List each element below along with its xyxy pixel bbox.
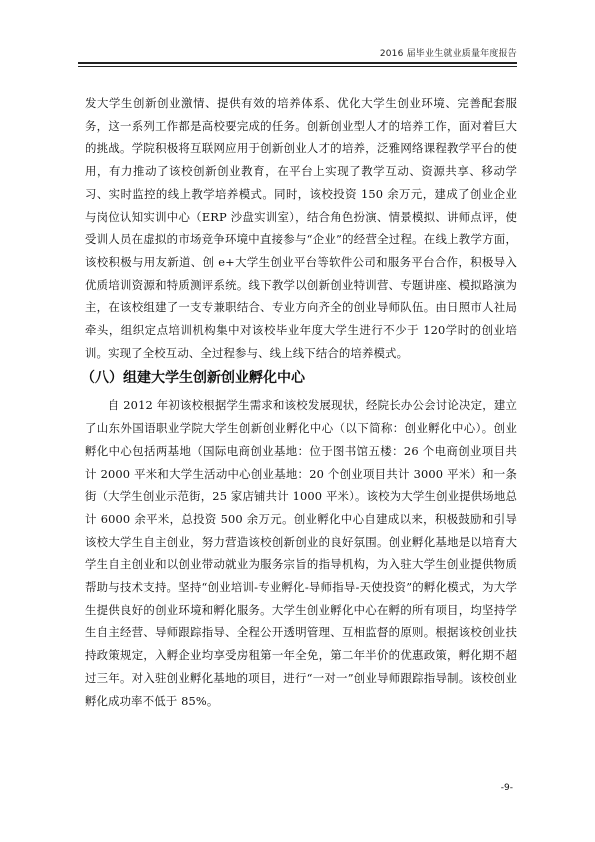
section-heading: （八）组建大学生创新创业孵化中心 [81,370,305,387]
body-paragraph-1: 发大学生创新创业激情、提供有效的培养体系、优化大学生创业环境、完善配套服务，这一系列工作都是高校要完成的任务。创新创业型人才的培养工作，面对着巨大的挑战。学院积极将互联网应用于创新创业人才的培养，泛雅网络课程教学平台的使用，有力推动了该校创新创业教育，在平台上实现了教学互动、资源共享、移动学习、实时监控的线上教学培养模式。同时，该校投资 150 余万元，建成了创业企业与岗位认知实训中心（ERP 沙盘实训室），结合角色扮演、情景模拟、讲师点评，使受训人员在虚拟的市场竞争环境中直接参与“企业”的经营全过程。在线上教学方面，该校积极与用友新道、创 e+大学生创业平台等软件公司和服务平台合作，积极导入优质培训资源和特质测评系统。线下教学以创新创业特训营、专题讲座、模拟路演为主，在该校组建了一支专兼职结合、专业方向齐全的创业导师队伍。由日照市人社局牵头，组织定点培训机构集中对该校毕业年度大学生进行不少于 120学时的创业培训。实现了全校互动、全过程参与、线上线下结合的培养模式。 [85,96,517,360]
header-rule [78,62,517,64]
body-paragraph-2: 自 2012 年初该校根据学生需求和该校发展现状，经院长办公会讨论决定，建立了山东外国语职业学院大学生创新创业孵化中心（以下简称：创业孵化中心）。创业孵化中心包括两基地（国际电商创业基地：位于图书馆五楼：26 个电商创业项目共计 2000 平米和大学生活动中心创业基地：20 个创业项目共计 3000 平米）和一条街（大学生创业示范街，25 家店铺共计 1000 平米）。该校为大学生创业提供场地总计 6000 余平米，总投资 500 余万元。创业孵化中心自建成以来，积极鼓励和引导该校大学生自主创业，努力营造该校创新创业的良好氛围。创业孵化基地是以培育大学生自主创业和以创业带动就业为服务宗旨的指导机构，为入驻大学生创业提供物质帮助与技术支持。坚持“创业培训-专业孵化-导师指导-天使投资”的孵化模式，为大学生提供良好的创业环境和孵化服务。大学生创业孵化中心在孵的所有项目，均坚持学生自主经营、导师跟踪指导、全程公开透明管理、互相监督的原则。根据该校创业扶持政策规定，入孵企业均享受房租第一年全免，第二年半价的优惠政策，孵化期不超过三年。对入驻创业孵化基地的项目，进行“一对一”创业导师跟踪指导制。该校创业孵化成功率不低于 85%。 [85,398,517,708]
running-header-title: 2016 届毕业生就业质量年度报告 [379,49,517,59]
page-number: -9- [500,783,513,793]
page-body [81,92,517,712]
header-rule-thin [78,66,517,67]
